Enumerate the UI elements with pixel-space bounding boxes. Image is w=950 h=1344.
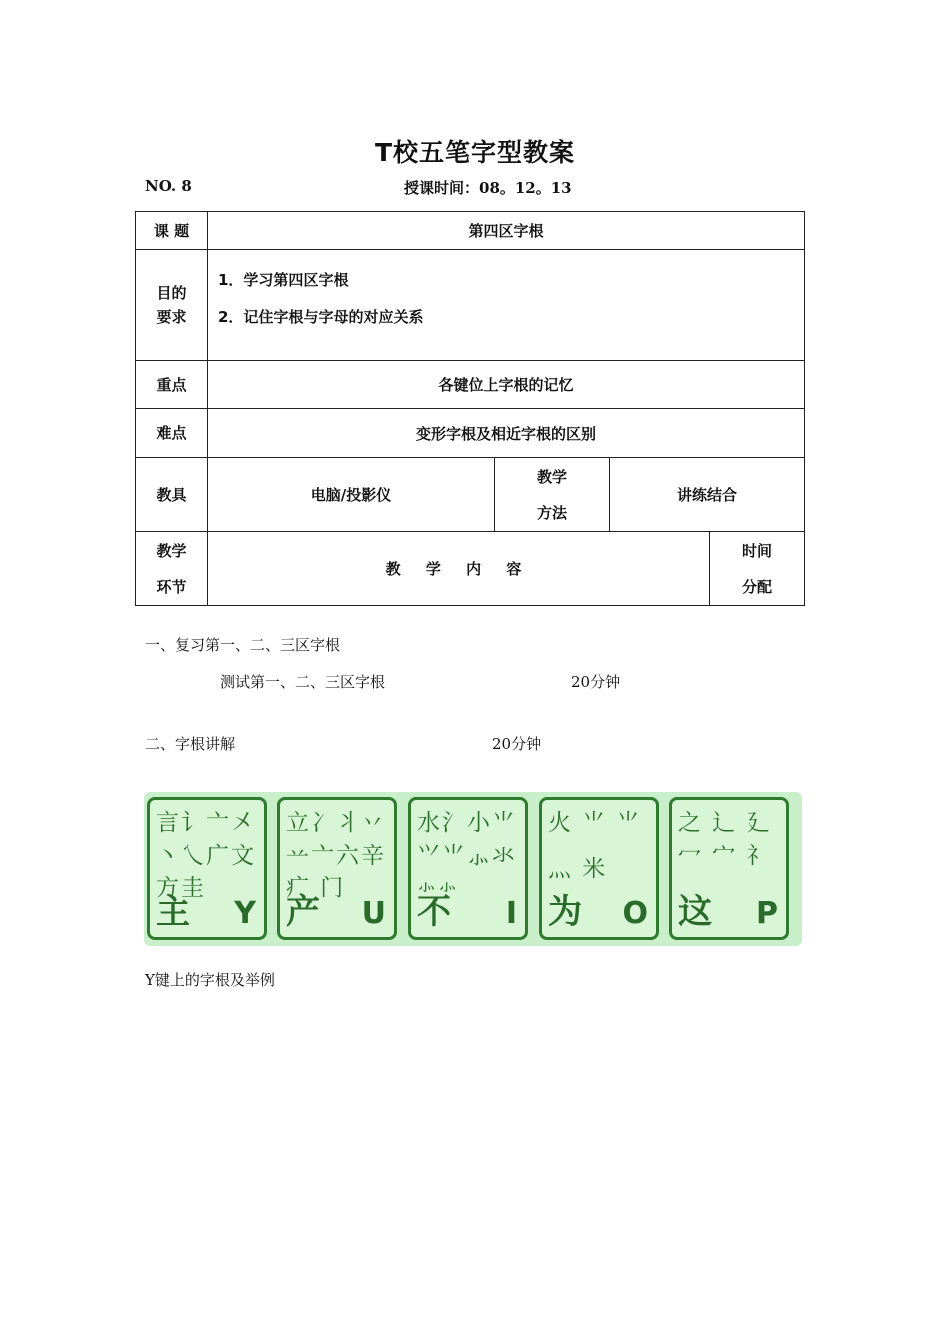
key-i xyxy=(408,797,528,940)
key-u-roots-row-3: 疒 门 xyxy=(286,875,346,901)
review-time: 20分钟 xyxy=(571,673,621,691)
key-o-roots-row-1: 火 ⺌ ⺌ xyxy=(548,810,642,836)
key-u-letter: U xyxy=(361,896,386,931)
tools-label: 教具 xyxy=(136,458,208,532)
lesson-number: NO. 8 xyxy=(145,177,192,195)
figure-caption: Y键上的字根及举例 xyxy=(145,971,275,989)
key-p-roots-row-2: 冖 宀 礻 xyxy=(678,843,772,869)
goal-item-2: 2．记住字根与字母的对应关系 xyxy=(218,308,424,326)
content-header-text: 教 学 内 容 xyxy=(385,560,532,578)
tools-value: 电脑/投影仪 xyxy=(208,458,495,532)
focus-label: 重点 xyxy=(136,361,208,409)
key-u-roots-row-1: 立冫丬丷 xyxy=(286,810,386,836)
key-y-roots-row-1: 言讠亠㐅 xyxy=(156,810,256,836)
difficulty-label: 难点 xyxy=(136,409,208,458)
key-o-letter: O xyxy=(622,896,648,931)
key-o-base-root: 为 xyxy=(548,892,582,932)
content-header xyxy=(208,532,710,606)
time-label-line-1: 时间 xyxy=(741,541,772,560)
key-o xyxy=(539,797,659,940)
key-i-roots-row-3: ⺗⺗ xyxy=(417,873,460,895)
review-item: 测试第一、二、三区字根 xyxy=(220,673,386,691)
key-y-base-root: 主 xyxy=(156,892,190,932)
key-i-base-root: 不 xyxy=(417,892,451,932)
topic-label: 课 题 xyxy=(136,212,208,250)
explain-heading: 二、字根讲解 xyxy=(145,735,236,753)
key-y-roots-row-3: 方圭 xyxy=(156,875,206,901)
stage-label xyxy=(136,532,208,606)
topic-value: 第四区字根 xyxy=(208,212,805,250)
key-i-letter: I xyxy=(505,896,517,931)
key-y xyxy=(147,797,267,940)
key-p-base-root: 这 xyxy=(678,892,712,932)
key-p-letter: P xyxy=(756,896,778,931)
key-u xyxy=(277,797,397,940)
key-y-letter: Y xyxy=(234,896,256,931)
goal-item-1: 1．学习第四区字根 xyxy=(218,271,349,289)
wubi-key-roots-figure xyxy=(144,792,802,946)
key-o-roots-row-3: 灬 米 xyxy=(548,856,608,882)
method-label-line-2: 方法 xyxy=(536,503,567,522)
method-value: 讲练结合 xyxy=(610,458,805,532)
method-label xyxy=(495,458,610,532)
review-heading: 一、复习第一、二、三区字根 xyxy=(145,636,341,654)
time-label xyxy=(710,532,805,606)
lesson-date: 授课时间：08。12。13 xyxy=(404,179,572,197)
key-u-base-root: 产 xyxy=(286,892,320,932)
document-title: T校五笔字型教案 xyxy=(374,138,576,167)
difficulty-value: 变形字根及相近字根的区别 xyxy=(208,409,805,458)
key-y-roots-row-2: 丶乀广文 xyxy=(156,843,256,869)
lesson-plan-table xyxy=(135,211,805,606)
key-i-roots-row-2: ⺍⺌⺗氺 xyxy=(417,843,517,869)
goal-value xyxy=(208,250,805,361)
key-i-roots-row-1: 水氵小⺌ xyxy=(417,810,517,836)
focus-value: 各键位上字根的记忆 xyxy=(208,361,805,409)
method-label-line-1: 教学 xyxy=(536,467,567,486)
key-p-roots-row-1: 之 辶 廴 xyxy=(678,810,772,836)
stage-label-line-2: 环节 xyxy=(156,577,187,596)
stage-label-line-1: 教学 xyxy=(156,541,187,560)
key-u-roots-row-2: 䒑亠六辛 xyxy=(286,843,386,869)
time-label-line-2: 分配 xyxy=(741,577,772,596)
key-p xyxy=(669,797,789,940)
goal-label xyxy=(136,250,208,361)
goal-label-line-2: 要求 xyxy=(156,308,187,326)
goal-label-line-1: 目的 xyxy=(156,284,187,302)
explain-time: 20分钟 xyxy=(492,735,542,753)
